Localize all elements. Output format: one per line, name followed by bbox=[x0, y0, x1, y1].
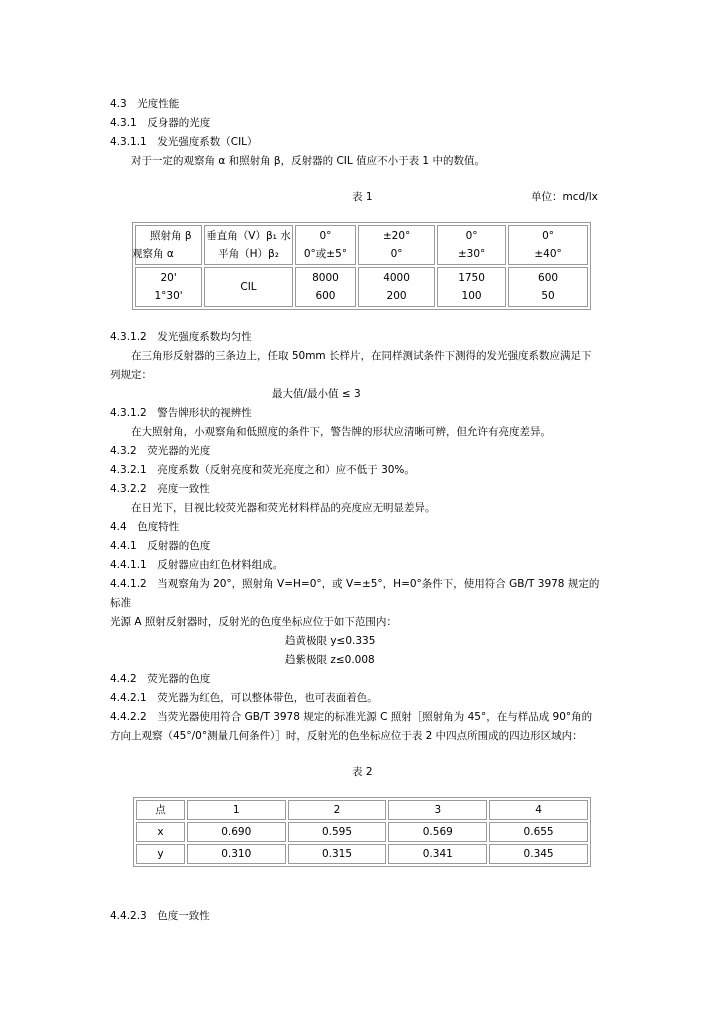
table1-alpha-1deg30: 1°30' bbox=[154, 290, 183, 302]
table2-header-cell: 点 bbox=[136, 800, 185, 820]
table1-values-col0 bbox=[295, 267, 356, 307]
table2-header-row bbox=[136, 800, 588, 820]
paragraph-uniformity: 在三角形反射器的三条边上，任取 50mm 长样片，在同样测试条件下测得的发光强度系数应满足下 bbox=[131, 350, 592, 362]
table1-col1-top: ±20° bbox=[382, 230, 411, 242]
table1-col3-bottom: ±40° bbox=[534, 248, 562, 260]
section-heading-4-3-2: 4.3.2 荧光器的光度 bbox=[110, 445, 211, 457]
table1-header-col3 bbox=[508, 225, 588, 265]
section-heading-4-4-1: 4.4.1 反射器的色度 bbox=[110, 540, 211, 552]
paragraph-uniformity-cont: 列规定： bbox=[110, 369, 152, 381]
table1-col2-bottom: ±30° bbox=[457, 248, 486, 260]
table1-corner-cell bbox=[132, 225, 202, 265]
section-heading-4-4-1-2: 4.4.1.2 当观察角为 20°，照射角 V=H=0°，或 V=±5°，H=0°条件下，使用符合 GB/T 3978 规定的 bbox=[110, 578, 600, 590]
table2-cell: 0.345 bbox=[489, 844, 588, 864]
section-heading-4-3-1-2: 4.3.1.2 发光强度系数均匀性 bbox=[110, 331, 252, 343]
table1-values-col2 bbox=[437, 267, 506, 307]
paragraph-cil: 对于一定的观察角 α 和照射角 β，反射器的 CIL 值应不小于表 1 中的数值。 bbox=[131, 155, 485, 167]
table2-cell: 0.690 bbox=[187, 822, 286, 842]
table1-values-col1 bbox=[358, 267, 435, 307]
table1-alpha-20min: 20' bbox=[160, 272, 177, 284]
table1-col3-top: 0° bbox=[542, 230, 555, 242]
section-heading-4-3: 4.3 光度性能 bbox=[110, 98, 180, 110]
table1-alpha-cell bbox=[135, 267, 202, 307]
table1-caption: 表 1 bbox=[352, 191, 373, 203]
table2-header-cell: 2 bbox=[288, 800, 387, 820]
table1-header-col1 bbox=[358, 225, 435, 265]
table1-value: 600 bbox=[315, 290, 336, 302]
paragraph-shape: 在大照射角，小观察角和低照度的条件下，警告牌的形状应清晰可辨，但允许有亮度差异。 bbox=[131, 426, 551, 438]
section-heading-4-3-2-1: 4.3.2.1 亮度系数（反射亮度和荧光亮度之和）应不低于 30%。 bbox=[110, 464, 415, 476]
table2-cell: x bbox=[136, 822, 185, 842]
formula-max-min: 最大值/最小值 ≤ 3 bbox=[272, 388, 361, 400]
section-heading-shape: 4.3.1.2 警告牌形状的视辨性 bbox=[110, 407, 252, 419]
table1-col2-top: 0° bbox=[465, 230, 478, 242]
section-heading-4-4-2: 4.4.2 荧光器的色度 bbox=[110, 673, 211, 685]
table1-header-row bbox=[135, 225, 588, 265]
table1-header-col2 bbox=[437, 225, 506, 265]
limit-yellow: 趋黄极限 y≤0.335 bbox=[285, 635, 376, 647]
section-heading-4-4: 4.4 色度特性 bbox=[110, 521, 180, 533]
table2-header-cell: 1 bbox=[187, 800, 286, 820]
table2-row-x bbox=[136, 822, 588, 842]
table2-row-y bbox=[136, 844, 588, 864]
table2-cell: 0.310 bbox=[187, 844, 286, 864]
table1-value: 8000 bbox=[312, 272, 339, 284]
section-heading-4-4-2-1: 4.4.2.1 荧光器为红色，可以整体带色，也可表面着色。 bbox=[110, 692, 378, 704]
paragraph-light-source-c: 方向上观察（45°/0°测量几何条件）］时，反射光的色坐标应位于表 2 中四点所围成的四边形区域内： bbox=[110, 730, 583, 742]
table1-unit: 单位：mcd/lx bbox=[531, 191, 598, 203]
table1-value: 4000 bbox=[383, 272, 410, 284]
table2-header-cell: 4 bbox=[489, 800, 588, 820]
section-heading-4-4-2-3: 4.4.2.3 色度一致性 bbox=[110, 910, 210, 922]
table1-value: 100 bbox=[461, 290, 482, 302]
table1-col1-bottom: 0° bbox=[390, 248, 403, 260]
table2-cell: 0.315 bbox=[288, 844, 387, 864]
table1-values-col3 bbox=[508, 267, 588, 307]
table1-value: 600 bbox=[538, 272, 559, 284]
section-heading-4-4-1-1: 4.4.1.1 反射器应由红色材料组成。 bbox=[110, 559, 284, 571]
table1-value: 1750 bbox=[458, 272, 485, 284]
table1-col0-bottom: 0°或±5° bbox=[303, 248, 348, 260]
table1-value: 200 bbox=[386, 290, 407, 302]
table1-header-vert-line2: 平角（H）β₂ bbox=[218, 248, 279, 260]
table1-header-beta: 照射角 β bbox=[150, 230, 192, 242]
section-heading-4-3-1-1: 4.3.1.1 发光强度系数（CIL） bbox=[110, 136, 258, 148]
table1-col0-top: 0° bbox=[319, 230, 332, 242]
table2-header-cell: 3 bbox=[388, 800, 487, 820]
limit-purple: 趋紫极限 z≤0.008 bbox=[285, 654, 375, 666]
table2-caption: 表 2 bbox=[352, 766, 373, 778]
table2-cell: y bbox=[136, 844, 185, 864]
table-1 bbox=[132, 222, 591, 310]
table2-cell: 0.341 bbox=[388, 844, 487, 864]
section-heading-4-4-2-2: 4.4.2.2 当荧光器使用符合 GB/T 3978 规定的标准光源 C 照射［照射角为 45°，在与样品成 90°角的 bbox=[110, 711, 593, 723]
table1-header-vertical bbox=[204, 225, 293, 265]
table-2 bbox=[133, 797, 591, 867]
paragraph-light-source-a: 光源 A 照射反射器时，反射光的色度坐标应位于如下范围内： bbox=[110, 616, 397, 628]
table1-header-alpha: 观察角 α bbox=[132, 248, 174, 260]
table2-cell: 0.569 bbox=[388, 822, 487, 842]
section-heading-4-3-1: 4.3.1 反身器的光度 bbox=[110, 117, 211, 129]
table1-data-row bbox=[135, 267, 588, 307]
table1-header-col0 bbox=[295, 225, 356, 265]
paragraph-brightness: 在日光下，目视比较荧光器和荧光材料样品的亮度应无明显差异。 bbox=[131, 502, 436, 514]
table1-cil-label: CIL bbox=[204, 267, 293, 307]
table1-value: 50 bbox=[541, 290, 555, 302]
table2-cell: 0.595 bbox=[288, 822, 387, 842]
table2-cell: 0.655 bbox=[489, 822, 588, 842]
table1-header-vert-line1: 垂直角（V）β₁ 水 bbox=[206, 230, 291, 242]
paragraph-standard: 标准 bbox=[110, 597, 131, 609]
section-heading-4-3-2-2: 4.3.2.2 亮度一致性 bbox=[110, 483, 210, 495]
